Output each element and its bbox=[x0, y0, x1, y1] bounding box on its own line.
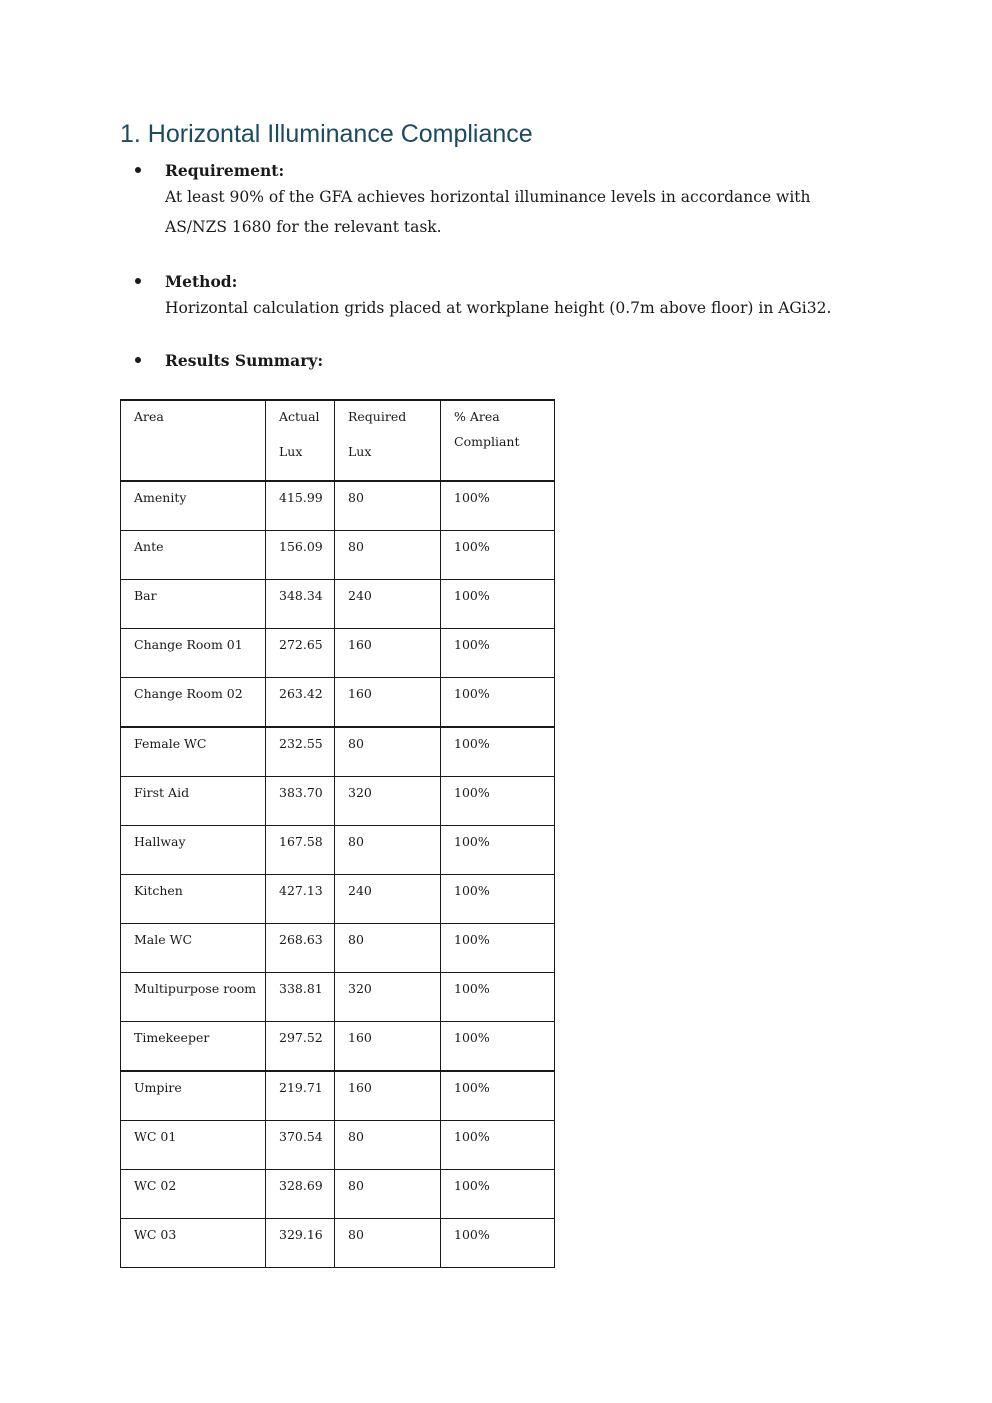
method-text: Horizontal calculation grids placed at workplane height (0.7m above floor) in AGi32. bbox=[165, 299, 832, 317]
results-table bbox=[120, 399, 555, 1268]
cell-required-lux: 80 bbox=[335, 1170, 441, 1219]
header-area-compliant: % Area Compliant bbox=[441, 400, 555, 481]
cell-actual-lux: 219.71 bbox=[266, 1071, 335, 1121]
cell-area: Ante bbox=[121, 531, 266, 580]
cell-area: First Aid bbox=[121, 777, 266, 826]
cell-area: Change Room 02 bbox=[121, 678, 266, 728]
cell-required-lux: 80 bbox=[335, 1121, 441, 1170]
cell-area: WC 03 bbox=[121, 1219, 266, 1268]
cell-actual-lux: 268.63 bbox=[266, 924, 335, 973]
cell-area-compliant: 100% bbox=[441, 777, 555, 826]
table-body bbox=[121, 481, 555, 1268]
cell-area: WC 01 bbox=[121, 1121, 266, 1170]
cell-area-compliant: 100% bbox=[441, 973, 555, 1022]
cell-required-lux: 80 bbox=[335, 1219, 441, 1268]
cell-actual-lux: 263.42 bbox=[266, 678, 335, 728]
results-title: Results Summary: bbox=[165, 351, 324, 370]
table-row bbox=[121, 973, 555, 1022]
header-area: Area bbox=[121, 400, 266, 481]
cell-required-lux: 80 bbox=[335, 826, 441, 875]
cell-actual-lux: 272.65 bbox=[266, 629, 335, 678]
table-row bbox=[121, 580, 555, 629]
table-row bbox=[121, 1022, 555, 1072]
cell-required-lux: 160 bbox=[335, 678, 441, 728]
requirement-title: Requirement: bbox=[165, 161, 285, 180]
cell-area-compliant: 100% bbox=[441, 727, 555, 777]
cell-required-lux: 80 bbox=[335, 531, 441, 580]
table-row bbox=[121, 1219, 555, 1268]
cell-actual-lux: 167.58 bbox=[266, 826, 335, 875]
cell-area-compliant: 100% bbox=[441, 1022, 555, 1072]
bullet-dot-icon bbox=[135, 278, 141, 284]
cell-required-lux: 80 bbox=[335, 481, 441, 531]
bullet-dot-icon bbox=[135, 357, 141, 363]
table-row bbox=[121, 481, 555, 531]
cell-area: Umpire bbox=[121, 1071, 266, 1121]
cell-actual-lux: 328.69 bbox=[266, 1170, 335, 1219]
table-row bbox=[121, 1170, 555, 1219]
cell-area: Bar bbox=[121, 580, 266, 629]
table-row bbox=[121, 1071, 555, 1121]
cell-actual-lux: 156.09 bbox=[266, 531, 335, 580]
table-row bbox=[121, 629, 555, 678]
table-row bbox=[121, 727, 555, 777]
cell-area-compliant: 100% bbox=[441, 1219, 555, 1268]
cell-area: WC 02 bbox=[121, 1170, 266, 1219]
cell-actual-lux: 427.13 bbox=[266, 875, 335, 924]
table-header-row bbox=[121, 400, 555, 481]
cell-area: Hallway bbox=[121, 826, 266, 875]
bullet-dot-icon bbox=[135, 167, 141, 173]
cell-area-compliant: 100% bbox=[441, 1121, 555, 1170]
method-title: Method: bbox=[165, 272, 238, 291]
cell-area: Multipurpose room bbox=[121, 973, 266, 1022]
table-row bbox=[121, 777, 555, 826]
cell-required-lux: 80 bbox=[335, 924, 441, 973]
section-heading: 1. Horizontal Illuminance Compliance bbox=[120, 120, 533, 148]
cell-area: Female WC bbox=[121, 727, 266, 777]
cell-area-compliant: 100% bbox=[441, 1170, 555, 1219]
header-required-lux: Required Lux bbox=[335, 400, 441, 481]
cell-area-compliant: 100% bbox=[441, 678, 555, 728]
table-row bbox=[121, 924, 555, 973]
cell-required-lux: 160 bbox=[335, 629, 441, 678]
cell-area-compliant: 100% bbox=[441, 629, 555, 678]
table-row bbox=[121, 826, 555, 875]
cell-area-compliant: 100% bbox=[441, 826, 555, 875]
cell-area-compliant: 100% bbox=[441, 580, 555, 629]
cell-actual-lux: 297.52 bbox=[266, 1022, 335, 1072]
cell-area: Change Room 01 bbox=[121, 629, 266, 678]
table-row bbox=[121, 875, 555, 924]
cell-area-compliant: 100% bbox=[441, 875, 555, 924]
cell-required-lux: 160 bbox=[335, 1071, 441, 1121]
header-actual-lux: Actual Lux bbox=[266, 400, 335, 481]
cell-area-compliant: 100% bbox=[441, 1071, 555, 1121]
cell-actual-lux: 383.70 bbox=[266, 777, 335, 826]
cell-area: Amenity bbox=[121, 481, 266, 531]
cell-actual-lux: 348.34 bbox=[266, 580, 335, 629]
requirement-text: At least 90% of the GFA achieves horizontal illuminance levels in accordance with AS/NZS 1680 for the relevant task. bbox=[165, 188, 811, 236]
cell-actual-lux: 232.55 bbox=[266, 727, 335, 777]
cell-required-lux: 160 bbox=[335, 1022, 441, 1072]
cell-required-lux: 320 bbox=[335, 973, 441, 1022]
cell-required-lux: 240 bbox=[335, 875, 441, 924]
cell-area: Timekeeper bbox=[121, 1022, 266, 1072]
table-row bbox=[121, 531, 555, 580]
cell-actual-lux: 415.99 bbox=[266, 481, 335, 531]
cell-actual-lux: 338.81 bbox=[266, 973, 335, 1022]
cell-actual-lux: 329.16 bbox=[266, 1219, 335, 1268]
cell-area: Kitchen bbox=[121, 875, 266, 924]
cell-required-lux: 320 bbox=[335, 777, 441, 826]
cell-area-compliant: 100% bbox=[441, 481, 555, 531]
cell-required-lux: 80 bbox=[335, 727, 441, 777]
table-row bbox=[121, 678, 555, 728]
cell-area-compliant: 100% bbox=[441, 531, 555, 580]
cell-required-lux: 240 bbox=[335, 580, 441, 629]
table-row bbox=[121, 1121, 555, 1170]
cell-actual-lux: 370.54 bbox=[266, 1121, 335, 1170]
cell-area-compliant: 100% bbox=[441, 924, 555, 973]
cell-area: Male WC bbox=[121, 924, 266, 973]
